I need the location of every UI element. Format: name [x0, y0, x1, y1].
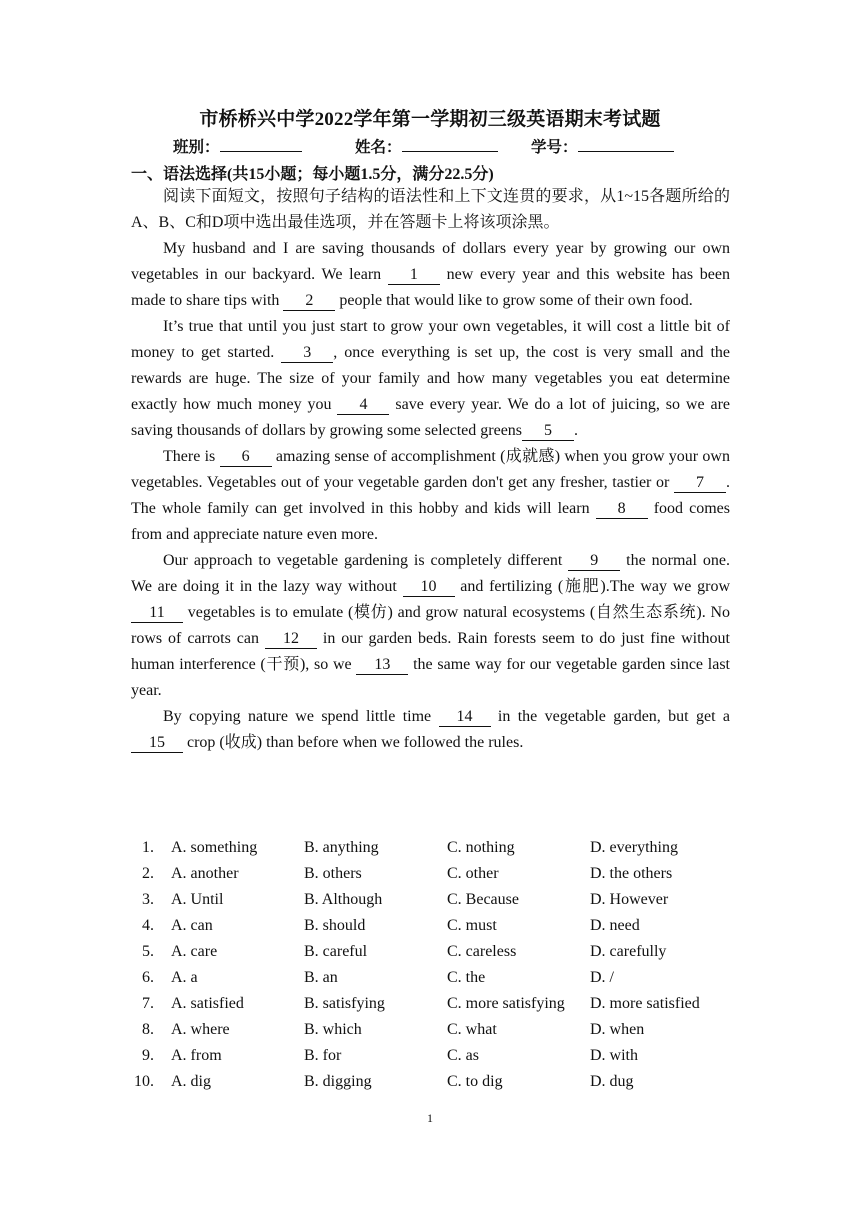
- answer-blank-5[interactable]: 5: [522, 422, 574, 441]
- question-number: 2.: [142, 865, 154, 882]
- option-b[interactable]: B. should: [304, 917, 366, 934]
- page-number: 1: [427, 1111, 433, 1125]
- question-number: 9.: [142, 1047, 154, 1064]
- passage-text: people that would like to grow some of their own food.: [335, 292, 693, 309]
- passage-text: in our garden beds. Rain forests seem to do just fine without human interference (干预), so we: [131, 630, 730, 673]
- answer-blank-6[interactable]: 6: [220, 448, 272, 467]
- student-id-blank[interactable]: [578, 137, 674, 152]
- question-number: 5.: [142, 943, 154, 960]
- passage-text: crop (收成) than before when we followed the rules.: [183, 734, 524, 751]
- option-b[interactable]: B. an: [304, 969, 338, 986]
- option-c[interactable]: C. careless: [447, 943, 517, 960]
- answer-blank-7[interactable]: 7: [674, 474, 726, 493]
- passage-text: the normal one. We are doing it in the lazy way without: [131, 552, 731, 595]
- answer-blank-4[interactable]: 4: [337, 396, 389, 415]
- passage-text: .: [574, 422, 579, 439]
- option-d[interactable]: D. with: [590, 1047, 638, 1064]
- passage-text: and fertilizing (施肥).The way we grow: [454, 578, 730, 595]
- passage-text: My husband and I are saving thousands of dollars every year by growing our own vegetables in our backyard. We learn: [131, 240, 730, 283]
- answer-blank-12[interactable]: 12: [265, 630, 317, 649]
- answer-blank-13[interactable]: 13: [356, 656, 408, 675]
- option-b[interactable]: B. which: [304, 1021, 362, 1038]
- option-d[interactable]: D. everything: [590, 839, 678, 856]
- passage-text: It’s true that until you just start to grow your own vegetables, it will cost a little bit of money to get started.: [131, 318, 730, 361]
- passage-text: vegetables is to emulate (模仿) and grow natural ecosystems (自然生态系统). No rows of carrots can: [131, 604, 730, 647]
- option-a[interactable]: A. Until: [171, 891, 224, 908]
- passage-text: in the vegetable garden, but get a: [490, 708, 730, 725]
- name-field[interactable]: [355, 135, 498, 157]
- passage-paragraph: [131, 548, 730, 704]
- option-b[interactable]: B. digging: [304, 1073, 372, 1090]
- option-d[interactable]: D. However: [590, 891, 669, 908]
- option-d[interactable]: D. dug: [590, 1073, 634, 1090]
- name-blank[interactable]: [402, 137, 498, 152]
- passage-text: . The whole family can get involved in this hobby and kids will learn: [131, 474, 730, 517]
- exam-title: 市桥桥兴中学2022学年第一学期初三级英语期末考试题: [199, 109, 661, 130]
- option-a[interactable]: A. a: [171, 969, 198, 986]
- option-d[interactable]: D. need: [590, 917, 640, 934]
- option-c[interactable]: C. Because: [447, 891, 519, 908]
- question-number: 1.: [142, 839, 154, 856]
- option-d[interactable]: D. carefully: [590, 943, 667, 960]
- option-b[interactable]: B. Although: [304, 891, 383, 908]
- option-a[interactable]: A. from: [171, 1047, 222, 1064]
- question-number: 7.: [142, 995, 154, 1012]
- student-id-field[interactable]: [531, 135, 674, 157]
- option-d[interactable]: D. when: [590, 1021, 645, 1038]
- option-b[interactable]: B. others: [304, 865, 362, 882]
- option-b[interactable]: B. for: [304, 1047, 342, 1064]
- answer-blank-8[interactable]: 8: [596, 500, 648, 519]
- answer-blank-14[interactable]: 14: [439, 708, 491, 727]
- answer-blank-10[interactable]: 10: [403, 578, 455, 597]
- option-a[interactable]: A. something: [171, 839, 258, 856]
- answer-blank-2[interactable]: 2: [283, 292, 335, 311]
- option-d[interactable]: D. more satisfied: [590, 995, 700, 1012]
- student-id-label: 学号：: [531, 139, 578, 156]
- option-b[interactable]: B. careful: [304, 943, 368, 960]
- class-field[interactable]: [173, 135, 302, 157]
- option-c[interactable]: C. the: [447, 969, 486, 986]
- passage-text: food comes from and appreciate nature even more.: [131, 500, 731, 543]
- class-label: 班别：: [173, 139, 220, 156]
- passage-text: There is: [163, 448, 220, 465]
- option-c[interactable]: C. to dig: [447, 1073, 503, 1090]
- passage-text: , once everything is set up, the cost is very small and the rewards are huge. The size of your family and how many vegetables you eat determine exactly how much money you: [131, 344, 730, 413]
- option-a[interactable]: A. care: [171, 943, 218, 960]
- passage-paragraph: [131, 314, 730, 444]
- option-a[interactable]: A. dig: [171, 1073, 211, 1090]
- question-number: 6.: [142, 969, 154, 986]
- option-c[interactable]: C. as: [447, 1047, 479, 1064]
- passage-text: the same way for our vegetable garden since last year.: [131, 656, 730, 699]
- question-number: 10.: [134, 1073, 154, 1090]
- student-info-line: [0, 135, 860, 157]
- instructions-paragraph: 阅读下面短文，按照句子结构的语法性和上下文连贯的要求，从1~15各题所给的A、B、C和D项中选出最佳选项，并在答题卡上将该项涂黑。: [131, 188, 730, 231]
- answer-blank-15[interactable]: 15: [131, 734, 183, 753]
- question-number: 8.: [142, 1021, 154, 1038]
- option-a[interactable]: A. another: [171, 865, 239, 882]
- passage-paragraph: [131, 236, 730, 314]
- option-d[interactable]: D. the others: [590, 865, 673, 882]
- section-heading: 一、语法选择(共15小题；每小题1.5分，满分22.5分): [131, 166, 494, 183]
- option-b[interactable]: B. satisfying: [304, 995, 385, 1012]
- question-number: 3.: [142, 891, 154, 908]
- name-label: 姓名：: [355, 139, 402, 156]
- option-d[interactable]: D. /: [590, 969, 614, 986]
- option-c[interactable]: C. must: [447, 917, 497, 934]
- option-b[interactable]: B. anything: [304, 839, 379, 856]
- option-c[interactable]: C. what: [447, 1021, 497, 1038]
- answer-blank-1[interactable]: 1: [388, 266, 440, 285]
- passage-text: new every year and this website has been made to share tips with: [131, 266, 730, 309]
- question-number: 4.: [142, 917, 154, 934]
- answer-blank-3[interactable]: 3: [281, 344, 333, 363]
- passage-text: amazing sense of accomplishment (成就感) when you grow your own vegetables. Vegetables out of your vegetable garden don't get any fresher, tastier or: [131, 448, 730, 491]
- option-a[interactable]: A. where: [171, 1021, 230, 1038]
- option-c[interactable]: C. nothing: [447, 839, 515, 856]
- reading-passage: [131, 184, 730, 756]
- answer-blank-9[interactable]: 9: [568, 552, 620, 571]
- class-blank[interactable]: [220, 137, 302, 152]
- passage-text: Our approach to vegetable gardening is completely different: [163, 552, 569, 569]
- option-a[interactable]: A. can: [171, 917, 213, 934]
- option-a[interactable]: A. satisfied: [171, 995, 244, 1012]
- answer-blank-11[interactable]: 11: [131, 604, 183, 623]
- passage-paragraph: [131, 704, 730, 756]
- option-c[interactable]: C. more satisfying: [447, 995, 565, 1012]
- option-c[interactable]: C. other: [447, 865, 499, 882]
- passage-text: By copying nature we spend little time: [163, 708, 439, 725]
- passage-text: save every year. We do a lot of juicing, so we are saving thousands of dollars by growing some selected greens: [131, 396, 731, 439]
- passage-paragraph: [131, 444, 730, 548]
